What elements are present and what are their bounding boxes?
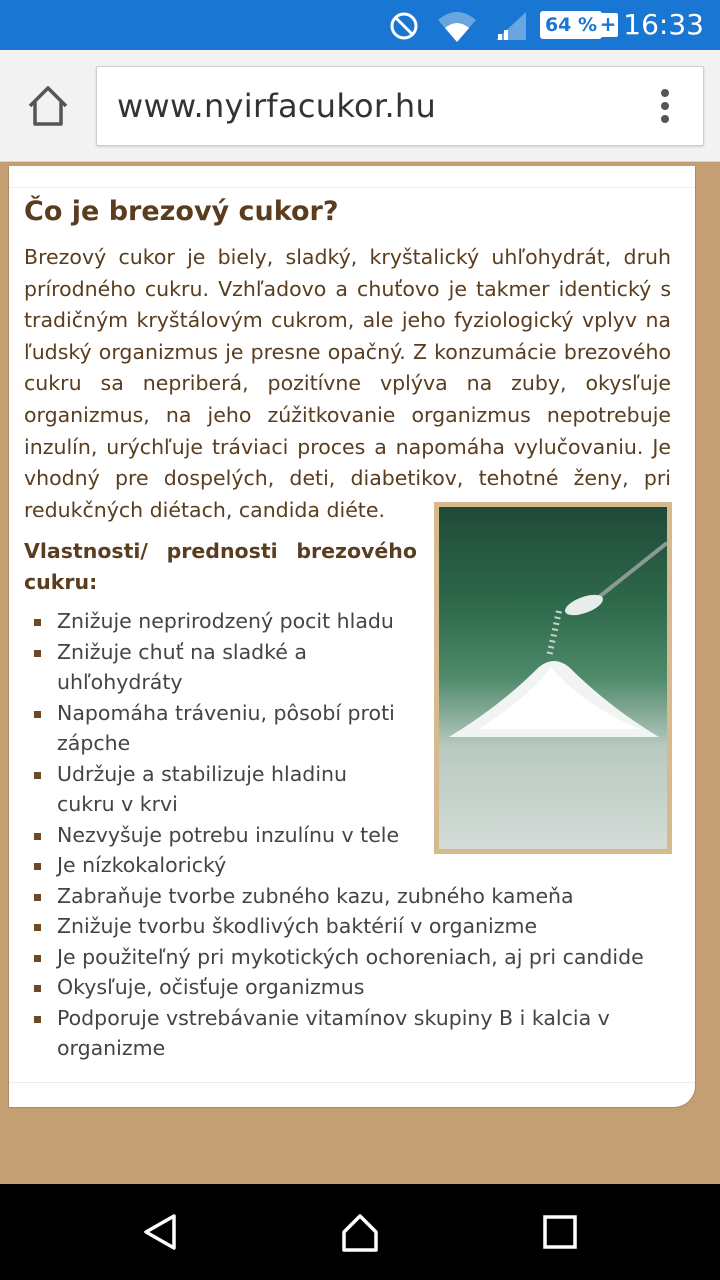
list-item: Okysľuje, očisťuje organizmus [31,972,671,1003]
url-text[interactable]: www.nyirfacukor.hu [117,87,437,125]
list-item: Udržuje a stabilizuje hladinu cukru v krvi [31,759,401,820]
content-card [8,166,696,1108]
url-bar[interactable] [96,66,704,146]
benefits-heading [24,536,417,598]
benefits-list [31,606,671,1064]
overflow-menu-icon[interactable] [653,89,677,125]
card-divider-top [9,166,695,188]
article-title: Čo je brezový cukor? [24,196,339,227]
benefits-heading-line1: Vlastnosti/ prednosti brezového [24,539,417,563]
list-item: Je použiteľný pri mykotických ochoreniach, aj pri candide [31,942,671,973]
article-intro: Brezový cukor je biely, sladký, kryštalický uhľohydrát, druh prírodného cukru. Vzhľadovo a chuťovo je takmer identický s tradičným kryštálovým cukrom, ale jeho fyziologický vplyv na ľudský organizmus je presne opačný. Z konzumácie brezového cukru sa nepriberá, pozitívne vplýva na zuby, okysľuje organizmus, na jeho zúžitkovanie organizmus nepotrebuje inzulín, urýchľuje tráviaci proces a napomáha vylučovaniu. Je vhodný pre dospelých, deti, diabetikov, tehotné ženy, pri redukčných diétach, candida diéte. [24,245,671,522]
battery-level: 64 % [544,14,598,36]
list-item: Podporuje vstrebávanie vitamínov skupiny B i kalcia v organizme [31,1003,631,1064]
list-item: Napomáha tráveniu, pôsobí proti zápche [31,698,401,759]
list-item: Zabraňuje tvorbe zubného kazu, zubného kameňa [31,881,671,912]
list-item: Je nízkokalorický [31,850,671,881]
card-divider-bottom [9,1082,695,1083]
recents-icon[interactable] [540,1212,580,1252]
wifi-icon [436,8,478,44]
browser-toolbar [0,50,720,162]
do-not-disturb-icon [388,10,420,42]
home-icon[interactable] [340,1212,380,1252]
android-nav-bar [0,1184,720,1280]
back-icon[interactable] [140,1212,180,1252]
benefits-heading-line2: cukru: [24,570,98,594]
list-item: Znižuje tvorbu škodlivých baktérií v organizme [31,911,671,942]
list-item: Nezvyšuje potrebu inzulínu v tele [31,820,671,851]
charging-icon: + [599,12,617,36]
list-item: Znižuje neprirodzený pocit hladu [31,606,401,637]
list-item: Znižuje chuť na sladké a uhľohydráty [31,637,401,698]
home-icon[interactable] [22,80,74,132]
signal-icon [494,10,528,42]
clock: 16:33 [623,8,704,41]
status-bar [0,0,720,50]
battery-icon [540,11,602,39]
